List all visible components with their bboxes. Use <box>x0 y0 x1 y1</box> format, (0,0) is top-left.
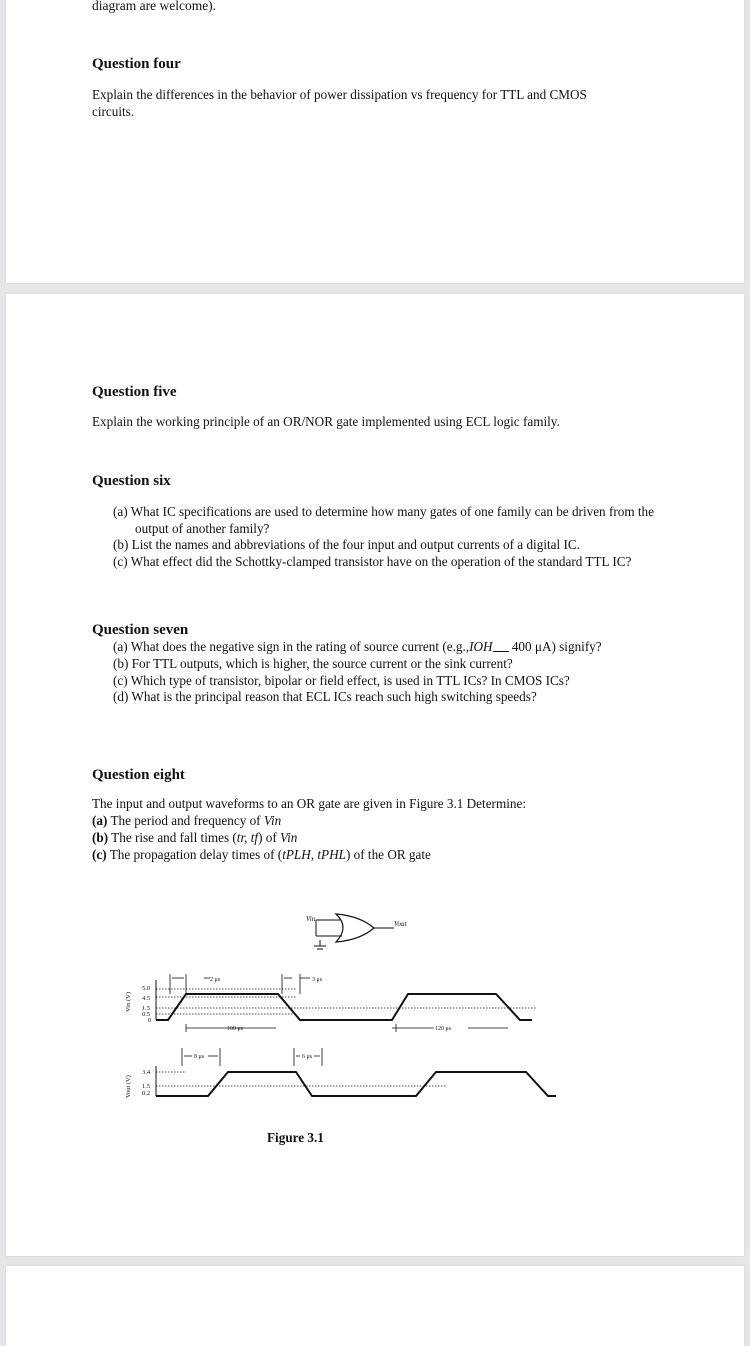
tphl-label: 6 μs <box>302 1054 313 1060</box>
question-seven-item-a-pre: (a) What does the negative sign in the rating of source current (e.g., <box>113 639 470 654</box>
vout-tick-02: 0.2 <box>142 1090 151 1097</box>
gate-output-label: Vout <box>394 920 407 928</box>
question-seven-title: Question seven <box>92 622 189 638</box>
item-a-text: The period and frequency of <box>107 813 264 828</box>
item-b-label: (b) <box>92 830 109 845</box>
question-eight-item-c <box>92 847 431 864</box>
question-four-title: Question four <box>92 56 181 72</box>
question-seven-item-b: (b) For TTL outputs, which is higher, the source current or the sink current? <box>113 656 513 671</box>
continuation-text: diagram are welcome). <box>92 0 217 13</box>
page-3 <box>6 1266 744 1346</box>
vout-tick-labels <box>142 1069 151 1097</box>
figure-3-1 <box>116 906 556 1106</box>
rise-time-label: 2 μs <box>210 977 221 983</box>
item-c-text: The propagation delay times of ( <box>106 847 283 862</box>
vin-tick-50: 5.0 <box>142 985 151 992</box>
question-six-item-a: (a) What IC specifications are used to determine how many gates of one family can be driven from the output of another family? <box>113 504 654 536</box>
item-b-tr-tf: tr, tf <box>236 830 259 845</box>
question-eight-item-b <box>92 830 297 847</box>
item-b-vin: Vin <box>280 830 298 845</box>
vin-axis-label: Vin (V) <box>125 991 132 1012</box>
question-four-line1: Explain the differences in the behavior of power dissipation vs frequency for TTL and CMOS <box>92 87 587 102</box>
vout-axis-label: Vout (V) <box>125 1075 132 1098</box>
item-b-end: ) of <box>258 830 281 845</box>
gate-input-label: Vin <box>306 915 316 923</box>
vin-tick-labels <box>142 985 151 1024</box>
item-a-label: (a) <box>92 813 108 828</box>
question-five-text: Explain the working principle of an OR/NOR gate implemented using ECL logic family. <box>92 414 560 429</box>
question-five-title: Question five <box>92 384 177 400</box>
fall-time-label: 3 μs <box>312 977 323 983</box>
figure-caption: Figure 3.1 <box>267 1130 324 1145</box>
vout-waveform <box>156 1072 556 1096</box>
question-seven-item-a <box>113 639 602 656</box>
item-c-end: ) of the OR gate <box>345 847 431 862</box>
question-four-line2: circuits. <box>92 104 135 119</box>
blank-underline <box>493 651 509 652</box>
item-c-label: (c) <box>92 847 107 862</box>
question-eight-item-a <box>92 813 281 830</box>
question-six-title: Question six <box>92 473 171 489</box>
vout-tick-34: 3.4 <box>142 1069 151 1076</box>
question-six-item-b: (b) List the names and abbreviations of the four input and output currents of a digital IC. <box>113 537 580 552</box>
high-period-label: 100 μs <box>227 1026 244 1032</box>
vin-tick-05: 0.5 <box>142 1011 151 1018</box>
vin-tick-0: 0 <box>148 1017 152 1024</box>
item-c-tplh-tphl: tPLH, tPHL <box>282 847 346 862</box>
item-a-vin: Vin <box>263 813 282 828</box>
question-seven-item-a-post: 400 μA) signify? <box>508 639 602 654</box>
page-2 <box>6 294 744 1256</box>
page-1 <box>6 0 744 283</box>
vin-waveform <box>156 994 532 1020</box>
question-six-item-c: (c) What effect did the Schottky-clamped transistor have on the operation of the standard TTL IC? <box>113 554 632 569</box>
vin-tick-15: 1.5 <box>142 1005 151 1012</box>
or-gate-symbol <box>306 914 408 949</box>
question-eight-intro: The input and output waveforms to an OR gate are given in Figure 3.1 Determine: <box>92 796 526 811</box>
vin-tick-45: 4.5 <box>142 995 151 1002</box>
question-seven-item-d: (d) What is the principal reason that ECL ICs reach such high switching speeds? <box>113 689 537 704</box>
vin-timing-markers <box>170 974 508 1032</box>
ioh-label: IOH <box>469 639 493 654</box>
vout-tick-15: 1.5 <box>142 1083 151 1090</box>
item-b-text: The rise and fall times ( <box>108 830 237 845</box>
question-eight-title: Question eight <box>92 767 185 783</box>
low-period-label: 120 μs <box>435 1026 452 1032</box>
vin-reference-lines <box>156 989 396 1014</box>
question-seven-item-c: (c) Which type of transistor, bipolar or field effect, is used in TTL ICs? In CMOS ICs? <box>113 673 570 688</box>
tplh-label: 8 μs <box>194 1054 205 1060</box>
